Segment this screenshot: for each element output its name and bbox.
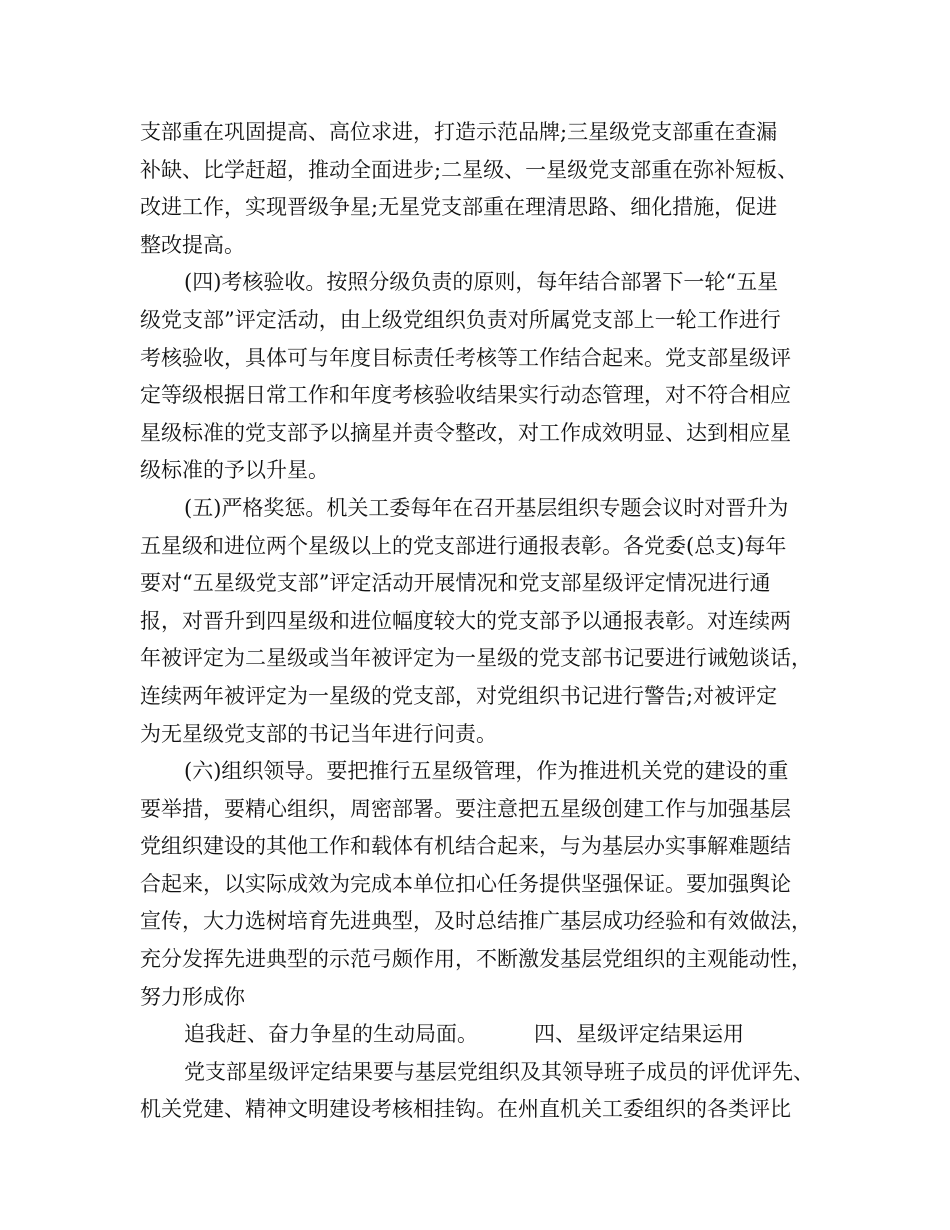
text-line: 宣传，大力选树培育先进典型，及时总结推广基层成功经验和有效做法，: [140, 909, 812, 934]
text-line: 级标准的予以升星。: [140, 458, 329, 483]
section-heading: 四、星级评定结果运用: [534, 1022, 744, 1047]
text-line: 机关党建、精神文明建设考核相挂钩。在州直机关工委组织的各类评比: [140, 1097, 791, 1122]
text-line: 年被评定为二星级或当年被评定为一星级的党支部书记要进行诫勉谈话，: [140, 646, 812, 671]
paragraph-ending-text: 追我赶、奋力争星的生动局面。: [184, 1022, 478, 1047]
text-line: 连续两年被评定为一星级的党支部，对党组织书记进行警告;对被评定: [140, 683, 778, 708]
text-line: 充分发挥先进典型的示范弓颇作用，不断激发基层党组织的主观能动性，: [140, 947, 812, 972]
text-line: 整改提高。: [140, 232, 245, 257]
text-line: 支部重在巩固提高、高位求进，打造示范品牌;三星级党支部重在查漏: [140, 120, 778, 144]
paragraph-first-line: (四)考核验收。按照分级负责的原则，每年结合部署下一轮“五星: [184, 270, 779, 295]
paragraph-first-line: (五)严格奖惩。机关工委每年在召开基层组织专题会议时对晋升为: [184, 495, 789, 520]
text-line: 星级标准的党支部予以摘星并责令整改，对工作成效明显、达到相应星: [140, 420, 791, 445]
text-line: 合起来，以实际成效为完成本单位扣心任务提供坚强保证。要加强舆论: [140, 871, 791, 896]
text-line: 定等级根据日常工作和年度考核验收结果实行动态管理，对不符合相应: [140, 383, 791, 408]
split-line: [140, 1016, 830, 1054]
text-line: 党组织建设的其他工作和载体有机结合起来，与为基层办实事解难题结: [140, 834, 791, 859]
text-line: 五星级和进位两个星级以上的党支部进行通报表彰。各党委(总支)每年: [140, 533, 787, 558]
text-line: 要对“五星级党支部”评定活动开展情况和党支部星级评定情况进行通: [140, 571, 771, 596]
text-line: 为无星级党支部的书记当年进行问责。: [140, 721, 497, 746]
text-line: 努力形成你: [140, 984, 245, 1009]
text-line: 补缺、比学赶超，推动全面进步;二星级、一星级党支部重在弥补短板、: [140, 157, 799, 182]
text-line: 考核验收，具体可与年度目标责任考核等工作结合起来。党支部星级评: [140, 345, 791, 370]
paragraph-first-line: 党支部星级评定结果要与基层党组织及其领导班子成员的评优评先、: [184, 1059, 814, 1084]
paragraph-first-line: (六)组织领导。要把推行五星级管理，作为推进机关党的建设的重: [184, 759, 789, 784]
document-body: [140, 114, 830, 1129]
text-line: 要举措，要精心组织，周密部署。要注意把五星级创建工作与加强基层: [140, 796, 791, 821]
text-line: 报，对晋升到四星级和进位幅度较大的党支部予以通报表彰。对连续两: [140, 608, 791, 633]
text-line: 改进工作，实现晋级争星;无星党支部重在理清思路、细化措施，促进: [140, 195, 778, 220]
text-line: 级党支部”评定活动，由上级党组织负责对所属党支部上一轮工作进行: [140, 307, 781, 332]
